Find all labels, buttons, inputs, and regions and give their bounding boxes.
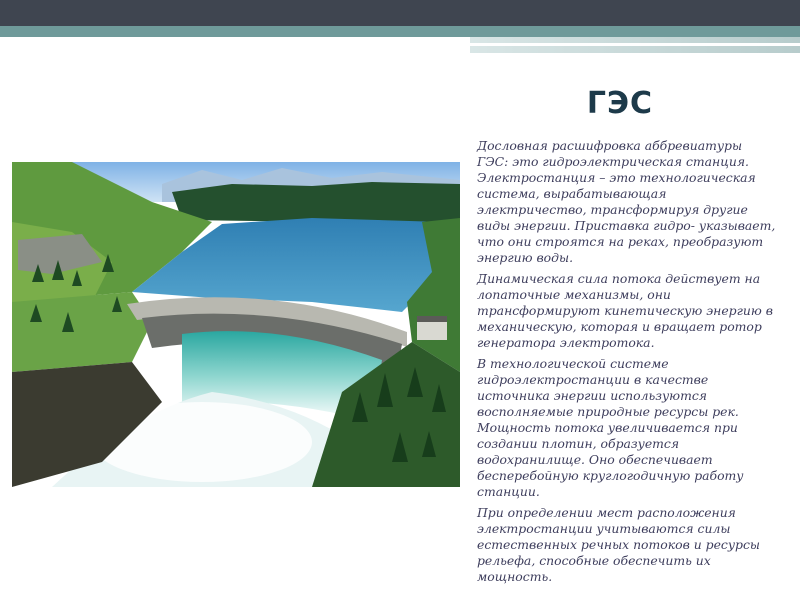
paragraph-mechanism: Динамическая сила потока действует на лопаточные механизмы, они трансформируют кинетическую энергию в механическую, которая и вращает ротор генератора электротока. [477, 271, 773, 350]
header-bar-teal [0, 26, 800, 37]
dam-photo [12, 162, 460, 487]
header-bar-dark [0, 0, 800, 26]
slide-title: ГЭС [586, 86, 654, 121]
paragraph-definition: Дословная расшифровка аббревиатуры ГЭС: это гидроэлектрическая станция. Электростанция – это технологическая система, вырабатывающая электричество, трансформируя другие виды энергии. Приставка гидро- указывает, что они строятся на реках, преобразуют энергию воды. [477, 138, 776, 265]
body-text [477, 138, 777, 590]
dam-illustration [12, 162, 460, 487]
paragraph-resources: В технологической системе гидроэлектростанции в качестве источника энергии используются восполняемые природные ресурсы рек. Мощность потока увеличивается при создании плотин, образуется водохранилище. Оно обеспечивает бесперебойную круглогодичную работу станции. [477, 356, 744, 499]
paragraph-location: При определении мест расположения электростанции учитываются силы естественных речных потоков и ресурсы рельефа, способные обеспечить их мощность. [477, 505, 761, 584]
header-accent-stripe [470, 37, 800, 53]
